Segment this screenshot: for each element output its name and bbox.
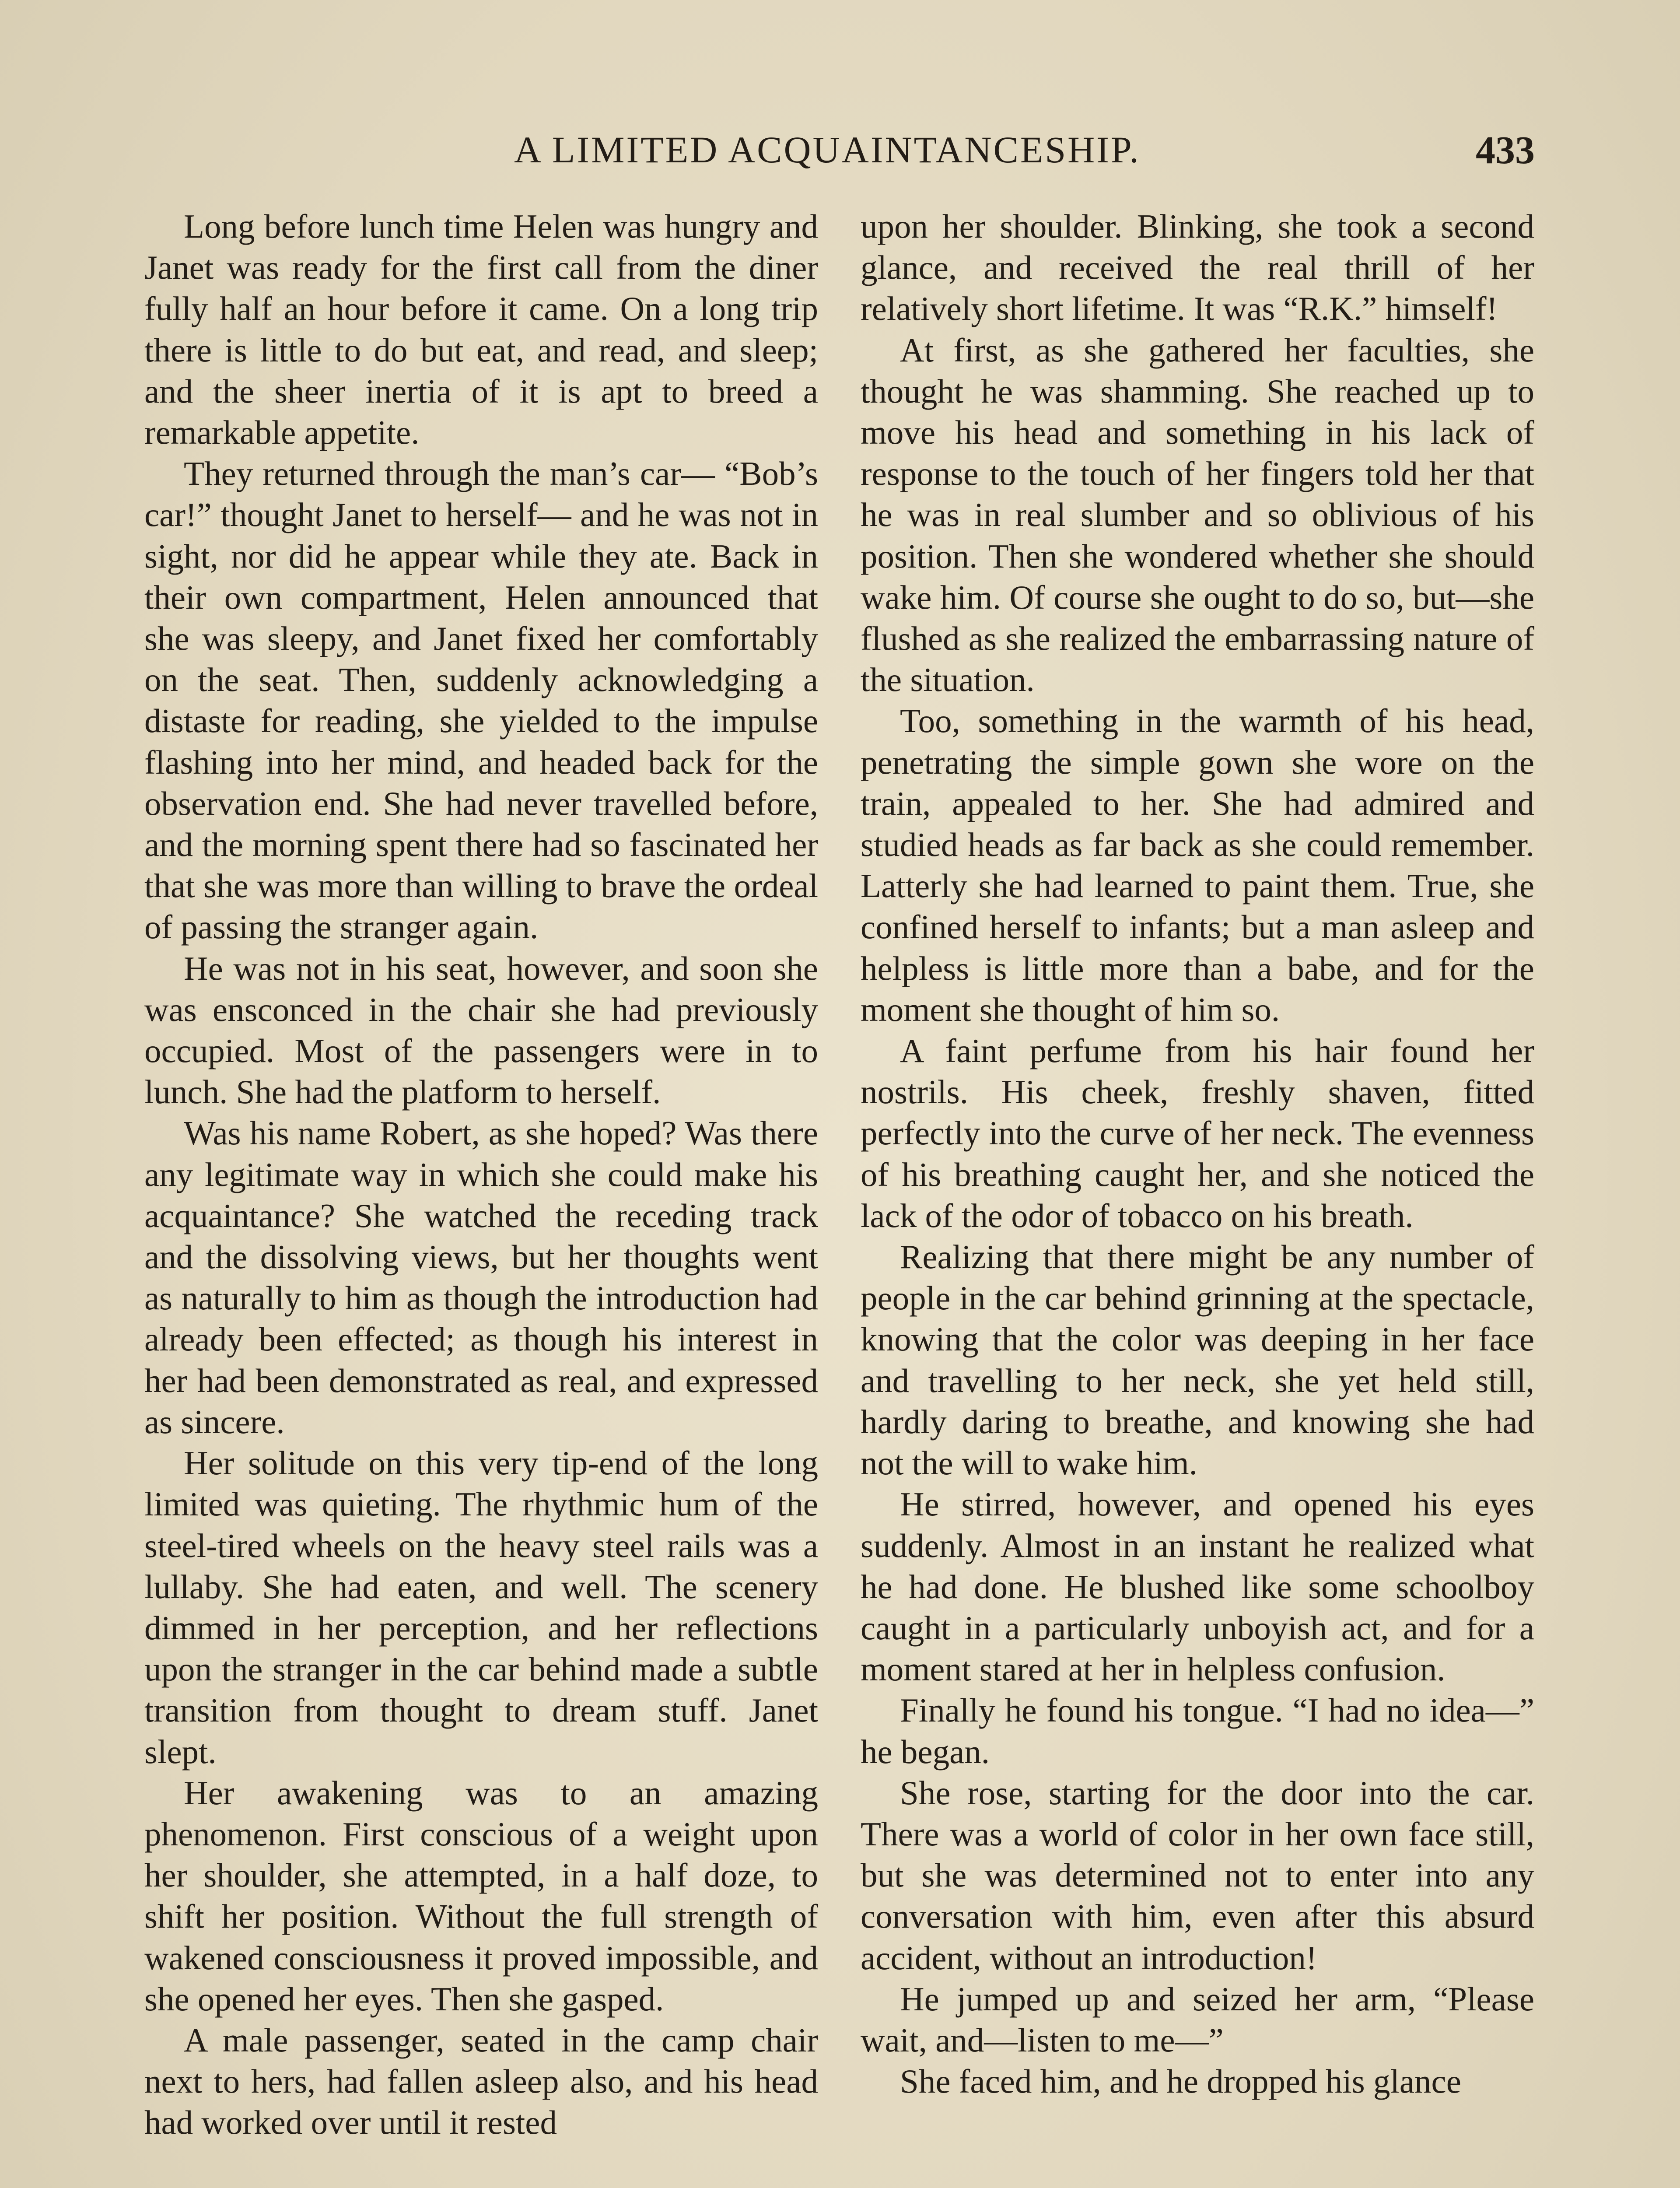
paragraph: At first, as she gathered her faculties, she thought he was shamming. She reached up to move his head and something in his lack of response to the touch of her fingers told her that he was in real slumber and so oblivious of his position. Then she wondered whether she should wake him. Of course she ought to do so, but—she flushed as she realized the embarrassing nature of the situation. [861, 331, 1534, 699]
paragraph: Was his name Robert, as she hoped? Was there any legitimate way in which she could make his acquaintance? She watched the receding track and the dissolving views, but her thoughts went as naturally to him as though the introduction had already been effected; as though his interest in her had been demonstrated as real, and expressed as sincere. [144, 1114, 818, 1441]
paragraph-continued: upon her shoulder. Blinking, she took a second glance, and received the real thrill of her relatively short lifetime. It was “R.K.” himself! [861, 207, 1534, 328]
paragraph: She rose, starting for the door into the car. There was a world of color in her own face still, but she was determined not to enter into any conversation with him, even after this absurd accident, without an introduction! [861, 1774, 1534, 1977]
paragraph: Her solitude on this very tip-end of the long limited was quieting. The rhythmic hum of the steel-tired wheels on the heavy steel rails was a lullaby. She had eaten, and well. The scenery dimmed in her perception, and her reflections upon the stranger in the car behind made a subtle transition from thought to dream stuff. Janet slept. [144, 1444, 818, 1771]
paragraph: He stirred, however, and opened his eyes suddenly. Almost in an instant he realized what he had done. He blushed like some schoolboy caught in a particularly unboyish act, and for a moment stared at her in helpless confusion. [861, 1485, 1534, 1688]
text-column-left [144, 206, 818, 2143]
paragraph: He was not in his seat, however, and soon she was ensconced in the chair she had previously occupied. Most of the passengers were in to lunch. She had the platform to herself. [144, 949, 818, 1111]
running-head: A LIMITED ACQUAINTANCESHIP. [514, 129, 1141, 171]
paragraph: A faint perfume from his hair found her nostrils. His cheek, freshly shaven, fitted perfectly into the curve of her neck. The evenness of his breathing caught her, and she noticed the lack of the odor of tobacco on his breath. [861, 1032, 1534, 1234]
paragraph: They returned through the man’s car— “Bob’s car!” thought Janet to herself— and he was not in sight, nor did he appear while they ate. Back in their own compartment, Helen announced that she was sleepy, and Janet fixed her comfortably on the seat. Then, suddenly acknowledging a distaste for reading, she yielded to the impulse flashing into her mind, and headed back for the observation end. She had never travelled before, and the morning spent there had so fascinated her that she was more than willing to brave the ordeal of passing the stranger again. [144, 455, 818, 946]
paragraph: Realizing that there might be any number of people in the car behind grinning at the spectacle, knowing that the color was deeping in her face and travelling to her neck, she yet held still, hardly daring to breathe, and knowing she had not the will to wake him. [861, 1238, 1534, 1482]
text-column-right [861, 206, 1534, 2102]
paragraph: She faced him, and he dropped his glance [900, 2062, 1461, 2100]
page-number: 433 [1476, 129, 1535, 172]
paragraph: Too, something in the warmth of his head, penetrating the simple gown she wore on the train, appealed to her. She had admired and studied heads as far back as she could remember. Latterly she had learned to paint them. True, she confined herself to infants; but a man asleep and helpless is little more than a babe, and for the moment she thought of him so. [861, 702, 1534, 1028]
paragraph: Long before lunch time Helen was hungry and Janet was ready for the first call from the diner fully half an hour before it came. On a long trip there is little to do but eat, and read, and sleep; and the sheer inertia of it is apt to breed a remarkable appetite. [144, 207, 818, 452]
paragraph: He jumped up and seized her arm, “Please wait, and—listen to me—” [861, 1980, 1534, 2059]
paragraph: A male passenger, seated in the camp chair next to hers, had fallen asleep also, and his head had worked over until it rested [144, 2021, 818, 2142]
paragraph: Finally he found his tongue. “I had no idea—” he began. [861, 1691, 1534, 1771]
paragraph: Her awakening was to an amazing phenomenon. First conscious of a weight upon her shoulder, she attempted, in a half doze, to shift her position. Without the full strength of wakened consciousness it proved impossible, and she opened her eyes. Then she gasped. [144, 1774, 818, 2018]
